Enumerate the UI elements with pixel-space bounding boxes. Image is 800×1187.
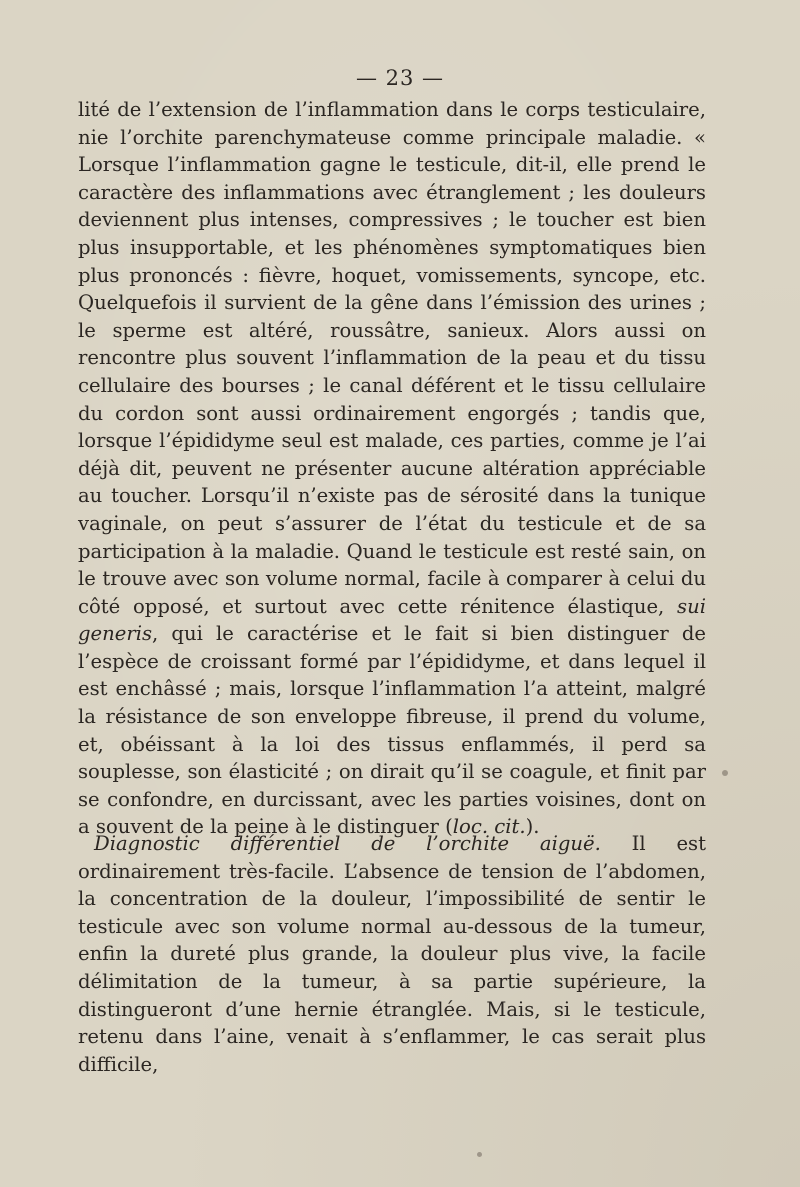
paragraph-1-part-a: lité de l’extension de l’inflammation dans le corps testiculaire, nie l’orchite parenchymateuse comme principale maladie. « Lorsque l’inflammation gagne le testicule, dit-il, elle prend le caractère des inflammations avec étranglement ; les douleurs deviennent plus intenses, compressives ; le toucher est bien plus insupportable, et les phénomènes symptomatiques bien plus prononcés : fièvre, hoquet, vomissements, syncope, etc. Quelquefois il survient de la gêne dans l’émission des urines ; le sperme est altéré, roussâtre, sanieux. Alors aussi on rencontre plus souvent l’inflammation de la peau et du tissu cellulaire des bourses ; le canal déférent et le tissu cellulaire du cordon sont aussi ordinairement engorgés ; tandis que, lorsque l’épididyme seul est malade, ces parties, comme je l’ai déjà dit, peuvent ne présenter aucune altération appréciable au toucher. Lorsqu’il n’existe pas de sérosité dans la tunique vaginale, on peut s’assurer de l’état du testicule et de sa participation à la maladie. Quand le testicule est resté sain, on le trouve avec son volume normal, facile à comparer à celui du côté opposé, et surtout avec cette rénitence élastique, bbox=[78, 98, 706, 618]
paragraph-1-part-c: ). bbox=[525, 815, 540, 839]
paragraph-1 bbox=[78, 96, 706, 841]
paragraph-2-text bbox=[78, 830, 706, 1078]
paper-speck bbox=[722, 770, 728, 776]
citation: loc. cit. bbox=[452, 815, 526, 839]
page-number: — 23 — bbox=[355, 66, 445, 90]
paragraph-2-body: Il est ordinairement très-facile. L’absence de tension de l’abdomen, la concentration de la douleur, l’impossibilité de sentir le testicule avec son volume normal au-dessous de la tumeur, enfin la dureté plus grande, la douleur plus vive, la facile délimitation de la tumeur, à sa partie supérieure, la distingueront d’une hernie étranglée. Mais, si le testicule, retenu dans l’aine, venait à s’enflammer, le cas serait plus difficile, bbox=[78, 832, 706, 1076]
section-heading: Diagnostic différentiel de l’orchite aiguë. bbox=[94, 832, 601, 855]
paragraph-1-text bbox=[78, 96, 706, 841]
paragraph-1-part-b: , qui le caractérise et le fait si bien distinguer de l’espèce de croissant formé par l’épididyme, et dans lequel il est enchâssé ; mais, lorsque l’inflammation l’a atteint, malgré la résistance de son enveloppe fibreuse, il prend du volume, et, obéissant à la loi des tissus enflammés, il perd sa souplesse, son élasticité ; on dirait qu’il se coagule, et finit par se confondre, en durcissant, avec les parties voisines, dont on a souvent de la peine à le distinguer ( bbox=[78, 622, 706, 839]
paragraph-2 bbox=[78, 830, 706, 1078]
paper-speck bbox=[477, 1152, 482, 1157]
latin-phrase: sui generis bbox=[78, 594, 706, 646]
